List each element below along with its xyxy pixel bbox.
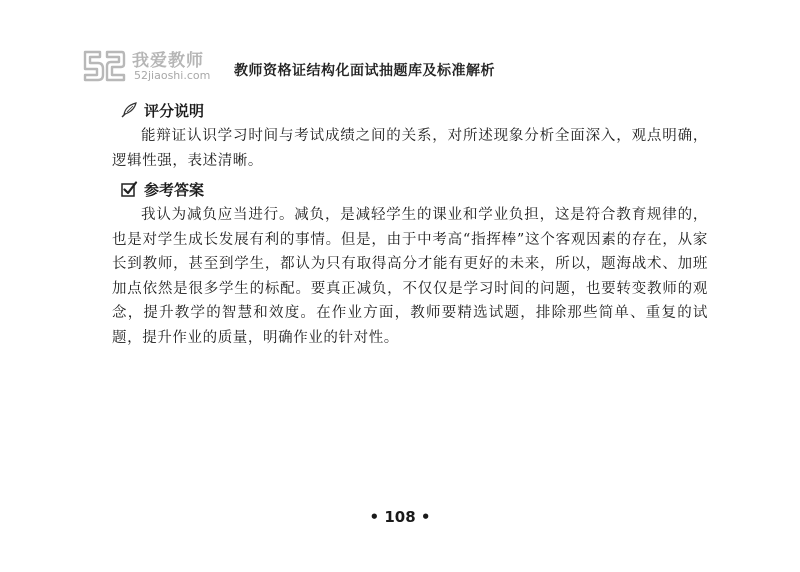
section-heading <box>120 177 708 201</box>
logo-mark-icon <box>82 48 126 84</box>
page-number: • 108 • <box>369 508 431 526</box>
section-paragraph: 我认为减负应当进行。减负，是减轻学生的课业和学业负担，这是符合教育规律的，也是对学生成长发展有利的事情。但是，由于中考高“指挥棒”这个客观因素的存在，从家长到教师，甚至到学生，都认为只有取得高分才能有更好的未来，所以，题海战术、加班加点依然是很多学生的标配。要真正减负，不仅仅是学习时间的问题，也要转变教师的观念，提升教学的智慧和效度。在作业方面，教师要精选试题，排除那些简单、重复的试题，提升作业的质量，明确作业的针对性。 <box>112 207 708 346</box>
section-paragraph: 能辩证认识学习时间与考试成绩之间的关系，对所述现象分析全面深入，观点明确，逻辑性强，表述清晰。 <box>112 128 708 169</box>
book-title: 教师资格证结构化面试抽题库及标准解析 <box>234 63 495 79</box>
checkbox-icon <box>120 180 138 198</box>
feather-icon <box>120 101 138 119</box>
section-heading-text: 评分说明 <box>144 101 205 120</box>
site-logo <box>78 42 218 90</box>
section-heading <box>120 98 708 122</box>
section-scoring-notes <box>112 98 708 173</box>
page-content <box>112 98 708 352</box>
section-reference-answer <box>112 177 708 350</box>
page-header <box>78 42 638 94</box>
logo-domain: 52jiaoshi.com <box>134 69 211 82</box>
section-heading-text: 参考答案 <box>144 180 205 199</box>
logo-chinese-name: 我爱教师 <box>132 51 204 71</box>
